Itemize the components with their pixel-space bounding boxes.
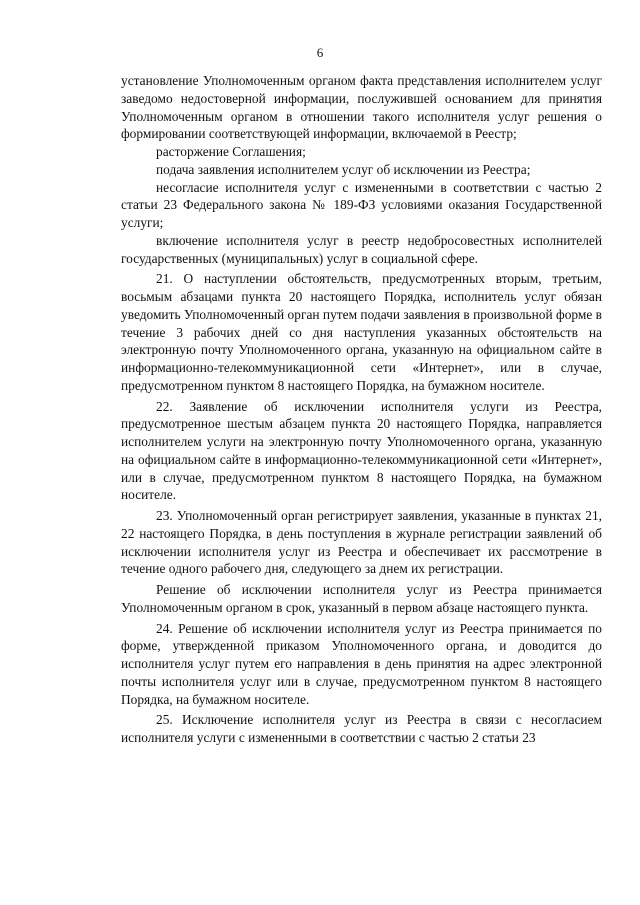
paragraph-clause-25: 25. Исключение исполнителя услуг из Реестра в связи с несогласием исполнителя услуги с измененными в соответствии с частью 2 статьи 23 <box>121 712 602 745</box>
paragraph-clause-22: 22. Заявление об исключении исполнителя услуги из Реестра, предусмотренное шестым абзацем пункта 20 настоящего Порядка, направляется исполнителем услуги на электронную почту Уполномоченного органа, указанную на официальном сайте в информационно-телекоммуникационной сети «Интернет», или в случае, предусмотренном пунктом 8 настоящего Порядка, на бумажном носителе. <box>121 398 602 503</box>
page-number: 6 <box>316 45 324 60</box>
paragraph-clause-23-decision: Решение об исключении исполнителя услуг из Реестра принимается Уполномоченным органом в срок, указанный в первом абзаце настоящего пункта. <box>121 582 602 615</box>
paragraph-fact-of-false-info: установление Уполномоченным органом факта представления исполнителем услуг заведомо недостоверной информации, послужившей основанием для принятия Уполномоченным органом в отношении такого исполнителя услуг решения о формировании соответствующей информации, включаемой в Реестр; <box>121 73 602 142</box>
document-body <box>121 72 602 747</box>
paragraph-clause-23: 23. Уполномоченный орган регистрирует заявления, указанные в пунктах 21, 22 настоящего Порядка, в день поступления в журнале регистрации заявлений об исключении исполнителя услуг из Реестра и обеспечивает их рассмотрение в течение одного рабочего дня, следующего за днем их регистрации. <box>121 508 602 577</box>
paragraph-clause-21: 21. О наступлении обстоятельств, предусмотренных вторым, третьим, восьмым абзацами пункта 20 настоящего Порядка, исполнитель услуг обязан уведомить Уполномоченный орган путем подачи заявления в произвольной форме в течение 3 рабочих дней со дня наступления указанных обстоятельств на электронную почту Уполномоченного органа, указанную на официальном сайте в информационно-телекоммуникационной сети «Интернет», или в случае, предусмотренном пунктом 8 настоящего Порядка, на бумажном носителе. <box>121 271 602 393</box>
paragraph-clause-24: 24. Решение об исключении исполнителя услуг из Реестра принимается по форме, утвержденной приказом Уполномоченного органа, и доводится до исполнителя услуг путем его направления в день принятия на адрес электронной почты исполнителя услуг или в случае, предусмотренном пунктом 8 настоящего Порядка, на бумажном носителе. <box>121 620 602 707</box>
paragraph-unfair-registry: включение исполнителя услуг в реестр недобросовестных исполнителей государственных (муниципальных) услуг в социальной сфере. <box>121 232 602 266</box>
paragraph-agreement-termination: расторжение Соглашения; <box>156 144 306 159</box>
paragraph-exclusion-application: подача заявления исполнителем услуг об исключении из Реестра; <box>156 161 531 177</box>
paragraph-disagreement-conditions: несогласие исполнителя услуг с измененными в соответствии с частью 2 статьи 23 Федерального закона № 189-ФЗ условиями оказания Государственной услуги; <box>121 179 602 230</box>
